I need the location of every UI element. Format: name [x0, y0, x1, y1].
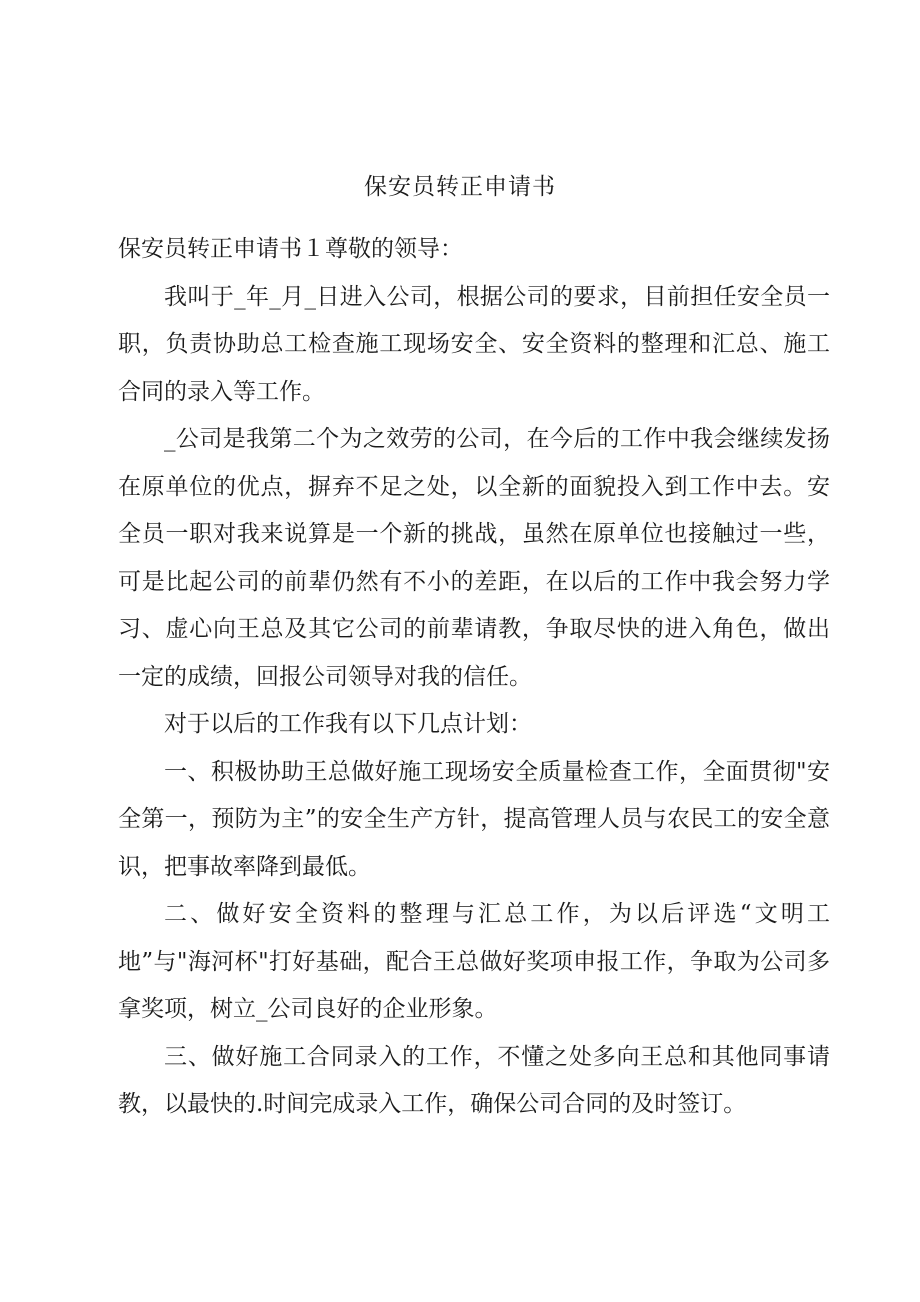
plan-item-3: 三、做好施工合同录入的工作，不懂之处多向王总和其他同事请教，以最快的.时间完成录入工作，确保公司合同的及时签订。 — [118, 1043, 830, 1117]
salutation-paragraph: 保安员转正申请书１尊敬的领导： — [118, 236, 463, 262]
body-paragraph-intro: 我叫于_年_月_日进入公司，根据公司的要求，目前担任安全员一职，负责协助总工检查施工现场安全、安全资料的整理和汇总、施工合同的录入等工作。 — [118, 283, 830, 405]
plan-item-1: 一、积极协助王总做好施工现场安全质量检查工作，全面贯彻"安全第一，预防为主”的安全生产方针，提高管理人员与农民工的安全意识，把事故率降到最低。 — [118, 758, 830, 880]
plan-item-2: 二、做好安全资料的整理与汇总工作，为以后评选“文明工地”与"海河杯"打好基础，配合王总做好奖项申报工作，争取为公司多拿奖项，树立_公司良好的企业形象。 — [118, 901, 830, 1022]
document-title: 保安员转正申请书 — [364, 174, 556, 200]
document-body — [118, 226, 830, 1129]
body-paragraph-plan-intro: 对于以后的工作我有以下几点计划： — [164, 711, 532, 737]
body-paragraph-commitment: _公司是我第二个为之效劳的公司，在今后的工作中我会继续发扬在原单位的优点，摒弃不足之处，以全新的面貌投入到工作中去。安全员一职对我来说算是一个新的挑战，虽然在原单位也接触过一些，可是比起公司的前辈仍然有不小的差距，在以后的工作中我会努力学习、虚心向王总及其它公司的前辈请教，争取尽快的进入角色，做出一定的成绩，回报公司领导对我的信任。 — [118, 426, 830, 690]
